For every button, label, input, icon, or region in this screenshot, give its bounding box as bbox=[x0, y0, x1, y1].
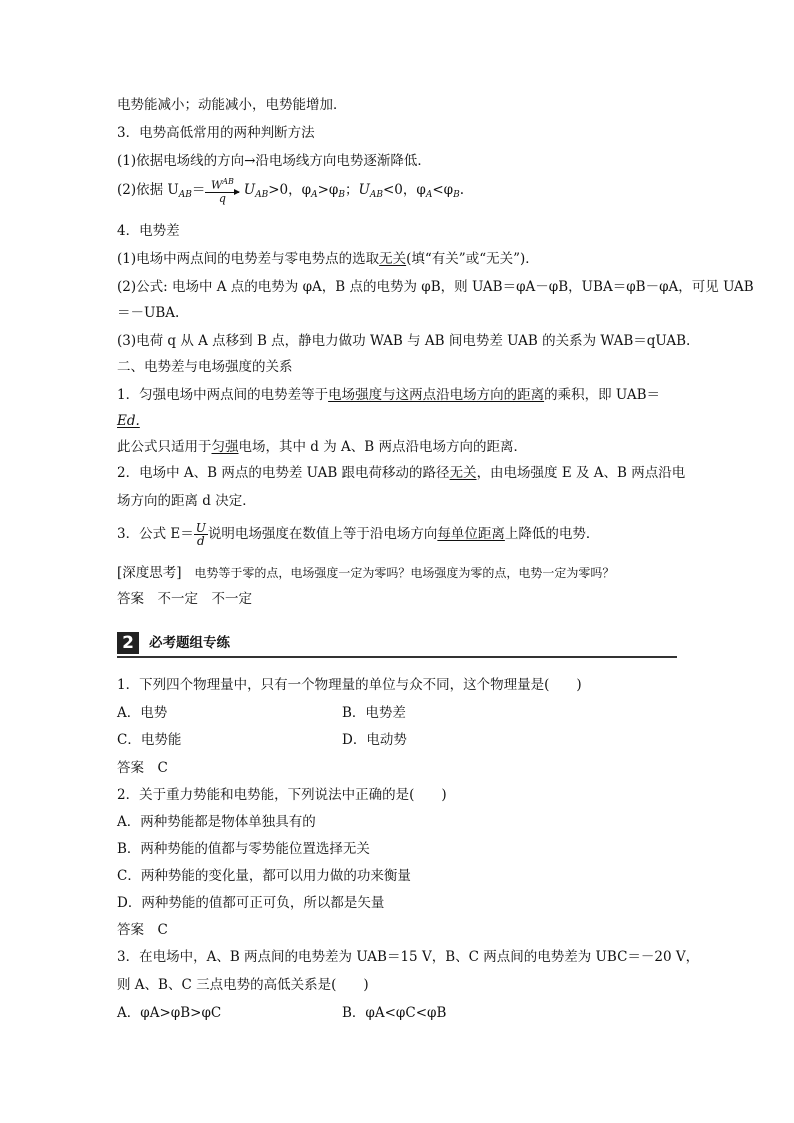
relation-1 bbox=[117, 386, 660, 404]
method-2-cond-b: <0，φ bbox=[383, 181, 426, 198]
question-1-answer: 答案 C bbox=[117, 760, 168, 776]
section-divider bbox=[117, 656, 677, 658]
question-1-option-b: B．电势差 bbox=[342, 705, 406, 721]
pd-point-1-text: (1)电场中两点间的电势差与零电势点的选取 bbox=[117, 251, 380, 267]
relation-1-note bbox=[117, 438, 527, 456]
method-2: (2)依据 $U_{AB}=$ $\frac{W^{AB}}{q}$ $U_{AB}>0$，$\varphi_A>\varphi_B$；$U_{AB}<0$，$\varphi_A<\varphi_B$. bbox=[117, 177, 465, 205]
relation-1-note-answer: 匀强 bbox=[211, 439, 239, 455]
u-over-d-fraction bbox=[194, 522, 208, 547]
pd-point-1 bbox=[117, 250, 539, 268]
arrow-numerator: W bbox=[210, 178, 223, 192]
relation-1-note-pre: 此公式只适用于 bbox=[117, 439, 212, 455]
relation-3-pre: 3．公式 E＝ bbox=[117, 526, 194, 542]
section-title: 必考题组专练 bbox=[149, 635, 230, 651]
heading-potential-difference: 4．电势差 bbox=[117, 223, 180, 239]
relation-1-text: 1．匀强电场中两点间的电势差等于 bbox=[117, 387, 329, 403]
question-2-answer: 答案 C bbox=[117, 922, 168, 938]
relation-1-formula bbox=[117, 412, 140, 430]
pd-point-1-answer: 无关 bbox=[379, 251, 407, 267]
relation-2 bbox=[117, 464, 685, 482]
section-banner bbox=[117, 632, 677, 654]
method-2-prefix: (2)依据 U bbox=[117, 181, 179, 198]
method-2-cond-a: >0，φ bbox=[268, 181, 312, 198]
relation-2-answer: 无关 bbox=[449, 465, 477, 481]
relation-1-post: 的乘积，即 UAB＝ bbox=[544, 387, 661, 403]
deep-thinking bbox=[117, 564, 614, 582]
relation-3 bbox=[117, 522, 599, 547]
fraction-denominator: d bbox=[194, 534, 208, 547]
heading-judge-methods: 3．电势高低常用的两种判断方法 bbox=[117, 125, 315, 141]
method-1: (1)依据电场线的方向→沿电场线方向电势逐渐降低． bbox=[117, 153, 431, 169]
pd-point-2-cont: ＝－UBA. bbox=[117, 305, 180, 321]
question-2-option-b: B．两种势能的值都与零势能位置选择无关 bbox=[117, 841, 370, 857]
relation-1-answer: 电场强度与这两点沿电场方向的距离 bbox=[328, 387, 545, 403]
relation-2-pre: 2．电场中 A、B 两点的电势差 UAB 跟电荷移动的路径 bbox=[117, 465, 450, 481]
question-3-stem: 3．在电场中，A、B 两点间的电势差为 UAB＝15 V，B、C 两点间的电势差为 UBC＝－20 V， bbox=[117, 949, 700, 965]
question-2-option-a: A．两种势能都是物体单独具有的 bbox=[117, 814, 316, 830]
question-1-option-d: D．电动势 bbox=[342, 732, 407, 748]
question-3-stem-cont: 则 A、B、C 三点电势的高低关系是( ) bbox=[117, 977, 369, 993]
question-3-option-b: B．φA<φC<φB bbox=[342, 1005, 447, 1021]
question-1-stem: 1．下列四个物理量中，只有一个物理量的单位与众不同，这个物理量是( ) bbox=[117, 677, 582, 693]
relation-3-mid: 说明电场强度在数值上等于沿电场方向 bbox=[207, 526, 438, 542]
question-2-option-c: C．两种势能的变化量，都可以用力做的功来衡量 bbox=[117, 868, 411, 884]
pd-point-3: (3)电荷 q 从 A 点移到 B 点，静电力做功 WAB 与 AB 间电势差 UAB 的关系为 WAB＝qUAB. bbox=[117, 333, 691, 349]
question-3-option-a: A．φA>φB>φC bbox=[117, 1005, 222, 1021]
deep-thinking-answer: 答案 不一定 不一定 bbox=[117, 591, 252, 607]
question-1-option-a: A．电势 bbox=[117, 705, 168, 721]
question-2-option-d: D．两种势能的值都可正可负，所以都是矢量 bbox=[117, 895, 385, 911]
fraction-numerator: U bbox=[195, 521, 206, 535]
deep-thinking-label: [深度思考] bbox=[117, 565, 182, 581]
question-2-stem: 2．关于重力势能和电势能，下列说法中正确的是( ) bbox=[117, 787, 447, 803]
relation-2-post: ，由电场强度 E 及 A、B 两点沿电 bbox=[476, 465, 686, 481]
relation-1-formula-text: Ed. bbox=[117, 413, 140, 429]
relation-3-answer: 每单位距离 bbox=[437, 526, 505, 542]
pd-point-1-hint: (填“有关”或“无关”)． bbox=[406, 251, 539, 267]
work-over-charge-arrow: $\frac{W^{AB}}{q}$ bbox=[205, 176, 239, 205]
deep-thinking-question: 电势等于零的点，电场强度一定为零吗？电场强度为零的点，电势一定为零吗？ bbox=[194, 566, 615, 580]
arrow-denominator: q bbox=[218, 191, 226, 205]
relation-2-cont: 场方向的距离 d 决定． bbox=[117, 493, 256, 509]
question-1-option-c: C．电势能 bbox=[117, 732, 182, 748]
relation-3-post: 上降低的电势． bbox=[504, 526, 600, 542]
relation-1-note-post: 电场，其中 d 为 A、B 两点沿电场方向的距离． bbox=[238, 439, 527, 455]
pd-point-2: (2)公式: 电场中 A 点的电势为 φA，B 点的电势为 φB，则 UAB＝φA－φB，UBA＝φB－φA，可见 UAB bbox=[117, 279, 754, 295]
section-number: 2 bbox=[117, 632, 139, 654]
section-heading-2: 二、电势差与电场强度的关系 bbox=[117, 359, 293, 375]
text-line: 电势能减小；动能减小，电势能增加． bbox=[117, 97, 347, 113]
